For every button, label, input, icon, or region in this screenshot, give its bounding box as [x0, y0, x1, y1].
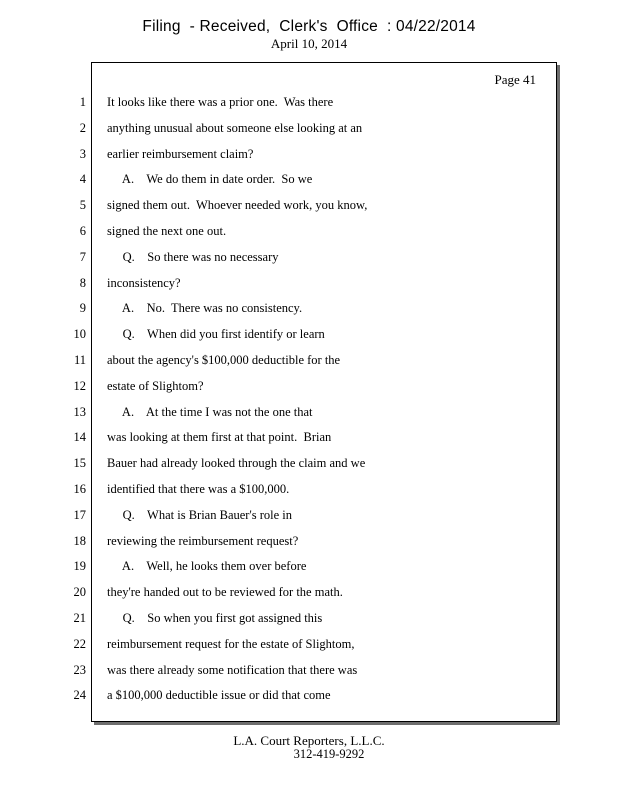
transcript-line: Q. When did you first identify or learn — [107, 327, 325, 341]
transcript-line: reimbursement request for the estate of Slightom, — [107, 637, 355, 651]
line-number: 18 — [73, 534, 86, 548]
transcript-line: Q. What is Brian Bauer's role in — [107, 508, 292, 522]
line-number: 23 — [73, 663, 86, 677]
line-number: 5 — [79, 198, 86, 212]
line-number: 12 — [73, 379, 86, 393]
page-number: Page 41 — [494, 72, 536, 87]
line-number: 10 — [73, 327, 86, 341]
line-number: 4 — [79, 172, 86, 186]
transcript-line: inconsistency? — [107, 276, 181, 290]
transcript-line: a $100,000 deductible issue or did that come — [107, 688, 331, 702]
line-number: 17 — [73, 508, 86, 522]
transcript-line: A. No. There was no consistency. — [107, 301, 303, 315]
transcript-line: A. We do them in date order. So we — [107, 172, 313, 186]
line-number: 7 — [79, 250, 86, 264]
transcript-line: was looking at them first at that point. Brian — [107, 430, 332, 444]
reporter-phone: 312-419-9292 — [293, 747, 365, 761]
reporter-company: L.A. Court Reporters, L.L.C. — [233, 733, 385, 748]
transcript-line: Q. So there was no necessary — [107, 250, 279, 264]
line-number: 19 — [73, 559, 86, 573]
transcript-line: reviewing the reimbursement request? — [107, 534, 299, 548]
line-number: 11 — [73, 353, 86, 367]
deposition-date: April 10, 2014 — [270, 36, 348, 51]
line-number: 24 — [73, 688, 86, 702]
filing-stamp: Filing - Received, Clerk's Office : 04/22/2014 — [142, 18, 476, 35]
transcript-line: earlier reimbursement claim? — [107, 147, 254, 161]
transcript-line: signed the next one out. — [107, 224, 227, 238]
transcript-line: identified that there was a $100,000. — [107, 482, 290, 496]
line-number: 8 — [79, 276, 86, 290]
line-number: 15 — [73, 456, 86, 470]
transcript-line: anything unusual about someone else looking at an — [107, 121, 363, 135]
transcript-line: A. Well, he looks them over before — [107, 559, 307, 573]
line-number: 13 — [73, 405, 86, 419]
line-number: 1 — [79, 95, 86, 109]
transcript-line: It looks like there was a prior one. Was there — [107, 95, 334, 109]
line-number: 22 — [73, 637, 86, 651]
transcript-line: Q. So when you first got assigned this — [107, 611, 323, 625]
line-number: 21 — [73, 611, 86, 625]
line-number: 20 — [73, 585, 86, 599]
transcript-line: signed them out. Whoever needed work, you know, — [107, 198, 368, 212]
transcript-line: A. At the time I was not the one that — [107, 405, 313, 419]
transcript-line: about the agency's $100,000 deductible for the — [107, 353, 341, 367]
line-number: 2 — [79, 121, 86, 135]
transcript-line: they're handed out to be reviewed for the math. — [107, 585, 343, 599]
transcript-line: was there already some notification that there was — [107, 663, 358, 677]
line-number: 14 — [73, 430, 86, 444]
line-number: 3 — [79, 147, 86, 161]
transcript-line: Bauer had already looked through the claim and we — [107, 456, 366, 470]
transcript-line: estate of Slightom? — [107, 379, 204, 393]
line-number: 6 — [79, 224, 86, 238]
line-number: 16 — [73, 482, 86, 496]
line-number: 9 — [79, 301, 86, 315]
